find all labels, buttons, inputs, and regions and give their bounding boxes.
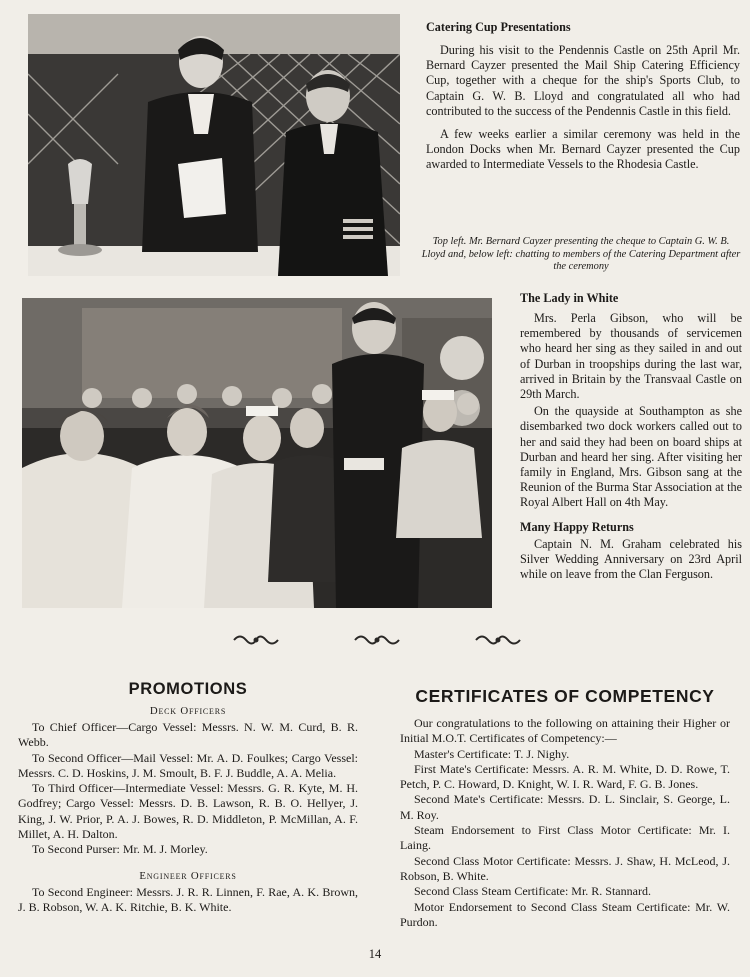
deck-promotion: To Chief Officer—Cargo Vessel: Messrs. N. W. M. Curd, B. R. Webb.	[18, 720, 358, 750]
catering-para-2: A few weeks earlier a similar ceremony was held in the London Docks when Mr. Bernard Cayzer presented the Cup awarded to Intermediate Vessels to the Rhodesia Castle.	[426, 127, 740, 172]
lady-para-2: On the quayside at Southampton as she disembarked two dock workers called out to her and said they had been on board ships at Durban and heard her sing. After visiting her family in England, Mrs. Gibson sang at the Reunion of the Burma Star Association at the Royal Albert Hall on 4th May.	[520, 404, 742, 510]
photo-cheque-presentation	[28, 14, 400, 276]
certificate-item: Master's Certificate: T. J. Nighy.	[414, 746, 570, 761]
catering-para-1: During his visit to the Pendennis Castle on 25th April Mr. Bernard Cayzer presented the Mail Ship Catering Efficiency Cup, together with a cheque for the ship's Sports Club, to Captain G. W. B. Lloyd and congratulated all who had contributed to the success of the Pendennis Castle in this field.	[426, 43, 740, 118]
deck-promotion: To Third Officer—Intermediate Vessel: Messrs. G. R. Kyte, M. H. Godfrey; Cargo Vessel: Messrs. D. B. Lawson, R. B. O. Hellyer, J. King, J. W. Prior, P. A. J. Bowes, R. D. Middleton, P. McMillan, A. F. Millet, A. H. Dalton.	[18, 781, 358, 842]
photo-caption: Top left. Mr. Bernard Cayzer presenting the cheque to Captain G. W. B. Lloyd and, below left: chatting to members of the Catering Department after the ceremony	[421, 236, 741, 273]
promotions-section	[18, 680, 358, 915]
certificates-section	[400, 686, 730, 930]
certificate-item: Second Class Motor Certificate: Messrs. J. Shaw, H. McLeod, J. Robson, B. White.	[400, 853, 730, 883]
certificate-item: Steam Endorsement to First Class Motor Certificate: Mr. I. Laing.	[400, 823, 730, 853]
lady-para-1: Mrs. Perla Gibson, who will be remembered by thousands of servicemen who heard her sing as they sailed in and out of Durban in troopships during the last war, arrived in Britain by the Transvaal Castle on 29th March.	[520, 311, 742, 402]
lady-title: The Lady in White	[520, 291, 619, 305]
catering-title: Catering Cup Presentations	[426, 20, 571, 34]
certificate-item: First Mate's Certificate: Messrs. A. R. M. White, D. D. Rowe, T. Petch, P. C. Howard, D. Knight, W. I. R. Ward, F. G. B. Jones.	[400, 761, 730, 792]
page-number: 14	[368, 947, 382, 961]
returns-para: Captain N. M. Graham celebrated his Silver Wedding Anniversary on 23rd April while on leave from the Clan Ferguson.	[520, 536, 742, 582]
certificate-item: Second Class Steam Certificate: Mr. R. Stannard.	[414, 884, 651, 899]
returns-title: Many Happy Returns	[520, 519, 634, 534]
engineer-promotion: To Second Engineer: Messrs. J. R. R. Linnen, F. Rae, A. K. Brown, J. B. Robson, W. A. K. Ritchie, B. K. White.	[18, 884, 358, 914]
promotions-title: PROMOTIONS	[128, 680, 248, 698]
deck-promotion: To Second Purser: Mr. M. J. Morley.	[32, 842, 208, 857]
deck-promotion: To Second Officer—Mail Vessel: Mr. A. D. Foulkes; Cargo Vessel: Messrs. C. D. Hoskins, J. M. Smoult, B. F. J. Buddle, A. A. Melia.	[18, 750, 358, 780]
ornament-left-icon	[232, 633, 280, 647]
certificates-intro: Our congratulations to the following on attaining their Higher or Initial M.O.T. Certificates of Competency:—	[400, 716, 730, 746]
ornament-right-icon	[474, 633, 522, 647]
photo-catering-department	[22, 298, 492, 608]
certificate-item: Second Mate's Certificate: Messrs. D. L. Sinclair, S. George, L. M. Roy.	[400, 792, 730, 822]
deck-officers-heading: Deck Officers	[149, 705, 227, 717]
engineer-officers-heading: Engineer Officers	[139, 869, 237, 882]
ornament-center-icon	[353, 633, 401, 647]
certificates-title: CERTIFICATES OF COMPETENCY	[415, 686, 715, 706]
certificate-item: Motor Endorsement to Second Class Steam Certificate: Mr. W. Purdon.	[400, 899, 730, 929]
